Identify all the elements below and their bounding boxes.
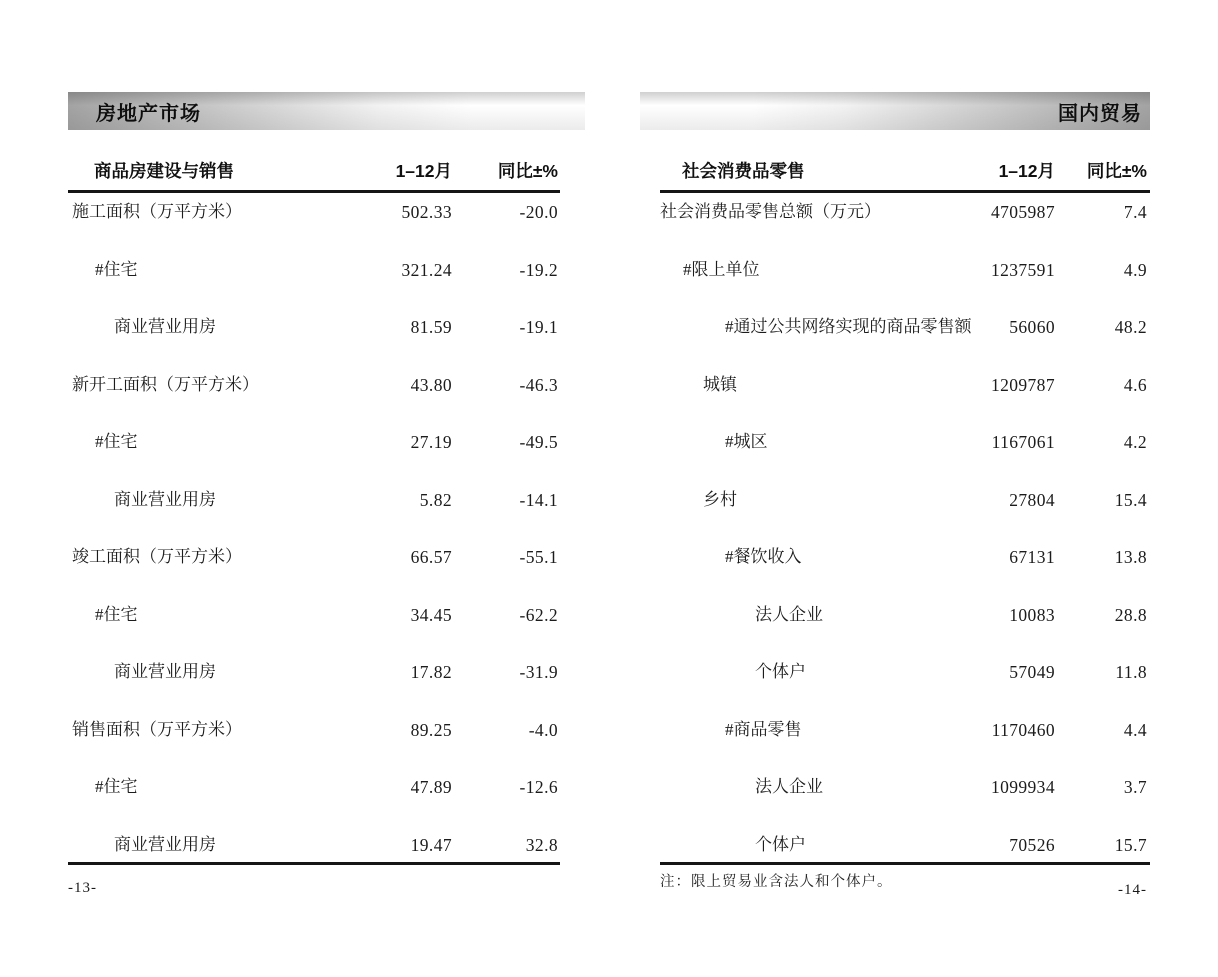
row-pct: 13.8 [1114, 547, 1147, 567]
row-label: 法人企业 [755, 777, 823, 796]
table-row [660, 481, 1150, 539]
row-pct: 28.8 [1114, 604, 1147, 625]
bottom-rule [68, 862, 560, 865]
row-label: 社会消费品零售总额（万元） [660, 202, 881, 221]
table-row [660, 193, 1150, 251]
header-period-column: 1–12月 [395, 161, 452, 181]
row-value: 5.82 [419, 489, 452, 510]
row-label: #城区 [725, 432, 768, 451]
bottom-rule [660, 862, 1150, 865]
row-label: 商业营业用房 [114, 662, 216, 681]
left-table-body [68, 193, 560, 862]
row-value: 4705987 [990, 202, 1055, 222]
real-estate-table [68, 155, 560, 865]
row-label: 商业营业用房 [114, 489, 216, 509]
table-row [68, 596, 560, 654]
row-value: 1099934 [990, 777, 1055, 797]
table-row [660, 826, 1150, 862]
row-value: 70526 [1009, 834, 1055, 855]
row-pct: -19.1 [519, 317, 558, 337]
row-value: 1209787 [990, 374, 1055, 395]
table-row [68, 653, 560, 711]
row-pct: -14.1 [519, 489, 558, 510]
row-label: 新开工面积（万平方米） [72, 374, 259, 394]
row-value: 81.59 [410, 317, 452, 337]
row-label: 城镇 [703, 374, 737, 394]
row-value: 47.89 [410, 777, 452, 797]
row-label: 法人企业 [755, 604, 823, 624]
row-label: #商品零售 [725, 719, 802, 739]
row-pct: -19.2 [519, 259, 558, 280]
row-pct: 48.2 [1114, 317, 1147, 337]
row-label: #餐饮收入 [725, 547, 802, 566]
table-row [68, 366, 560, 424]
page-number-left: -13- [68, 880, 97, 896]
table-row [660, 768, 1150, 826]
section-band-domestic-trade [640, 92, 1150, 130]
row-pct: 15.7 [1114, 834, 1147, 855]
row-label: 销售面积（万平方米） [72, 719, 242, 739]
row-pct: -20.0 [519, 202, 558, 222]
page-number-right: -14- [1118, 882, 1147, 898]
section-band-real-estate [68, 92, 585, 130]
row-label: 施工面积（万平方米） [72, 202, 242, 221]
table-row [660, 653, 1150, 711]
table-row [660, 538, 1150, 596]
row-pct: 3.7 [1123, 777, 1147, 797]
header-yoy-column: 同比±% [1086, 161, 1147, 181]
table-row [68, 251, 560, 309]
row-value: 27.19 [410, 432, 452, 452]
retail-table [660, 155, 1150, 865]
row-label: #住宅 [95, 432, 138, 451]
row-value: 17.82 [410, 662, 452, 682]
right-table-body [660, 193, 1150, 862]
table-row [68, 481, 560, 539]
section-title-real-estate: 房地产市场 [96, 102, 201, 125]
row-label: #通过公共网络实现的商品零售额 [725, 317, 972, 336]
row-value: 19.47 [410, 834, 452, 855]
section-title-domestic-trade: 国内贸易 [1058, 102, 1142, 125]
header-label: 社会消费品零售 [682, 161, 805, 181]
table-footnote: 注：限上贸易业含法人和个体户。 [660, 874, 893, 890]
row-value: 1167061 [991, 432, 1055, 452]
row-pct: -4.0 [528, 719, 558, 740]
row-value: 27804 [1009, 489, 1055, 510]
row-label: #住宅 [95, 604, 138, 624]
row-pct: 4.4 [1123, 719, 1147, 740]
row-value: 89.25 [410, 719, 452, 740]
row-value: 1170460 [991, 719, 1055, 740]
header-label: 商品房建设与销售 [94, 161, 234, 181]
row-value: 10083 [1009, 604, 1055, 625]
table-row [660, 308, 1150, 366]
table-row [660, 251, 1150, 309]
row-pct: 15.4 [1114, 489, 1147, 510]
row-label: #限上单位 [683, 259, 760, 279]
row-value: 43.80 [410, 374, 452, 395]
row-label: 个体户 [755, 834, 806, 854]
row-label: 乡村 [703, 489, 737, 509]
table-row [660, 711, 1150, 769]
row-value: 1237591 [990, 259, 1055, 280]
row-pct: -12.6 [519, 777, 558, 797]
row-label: #住宅 [95, 259, 138, 279]
real-estate-table-header [68, 155, 560, 190]
header-yoy-column: 同比±% [497, 161, 558, 181]
row-pct: -62.2 [519, 604, 558, 625]
row-value: 321.24 [401, 259, 452, 280]
table-row [68, 826, 560, 862]
table-row [660, 423, 1150, 481]
table-row [660, 366, 1150, 424]
table-row [660, 596, 1150, 654]
row-label: #住宅 [95, 777, 138, 796]
row-value: 34.45 [410, 604, 452, 625]
row-pct: -55.1 [519, 547, 558, 567]
row-value: 502.33 [401, 202, 452, 222]
table-row [68, 193, 560, 251]
row-pct: -46.3 [519, 374, 558, 395]
table-row [68, 768, 560, 826]
table-row [68, 538, 560, 596]
retail-table-header [660, 155, 1150, 190]
row-pct: -49.5 [519, 432, 558, 452]
row-value: 67131 [1009, 547, 1055, 567]
row-label: 个体户 [755, 662, 806, 681]
table-row [68, 308, 560, 366]
table-row [68, 423, 560, 481]
row-value: 57049 [1009, 662, 1055, 682]
row-value: 56060 [1009, 317, 1055, 337]
header-period-column: 1–12月 [998, 161, 1055, 181]
row-pct: 7.4 [1123, 202, 1147, 222]
row-pct: -31.9 [519, 662, 558, 682]
row-pct: 11.8 [1115, 662, 1147, 682]
row-pct: 4.6 [1123, 374, 1147, 395]
row-label: 商业营业用房 [114, 834, 216, 854]
row-pct: 4.2 [1123, 432, 1147, 452]
row-label: 竣工面积（万平方米） [72, 547, 242, 566]
row-pct: 4.9 [1123, 259, 1147, 280]
row-pct: 32.8 [525, 834, 558, 855]
row-value: 66.57 [410, 547, 452, 567]
table-row [68, 711, 560, 769]
row-label: 商业营业用房 [114, 317, 216, 336]
